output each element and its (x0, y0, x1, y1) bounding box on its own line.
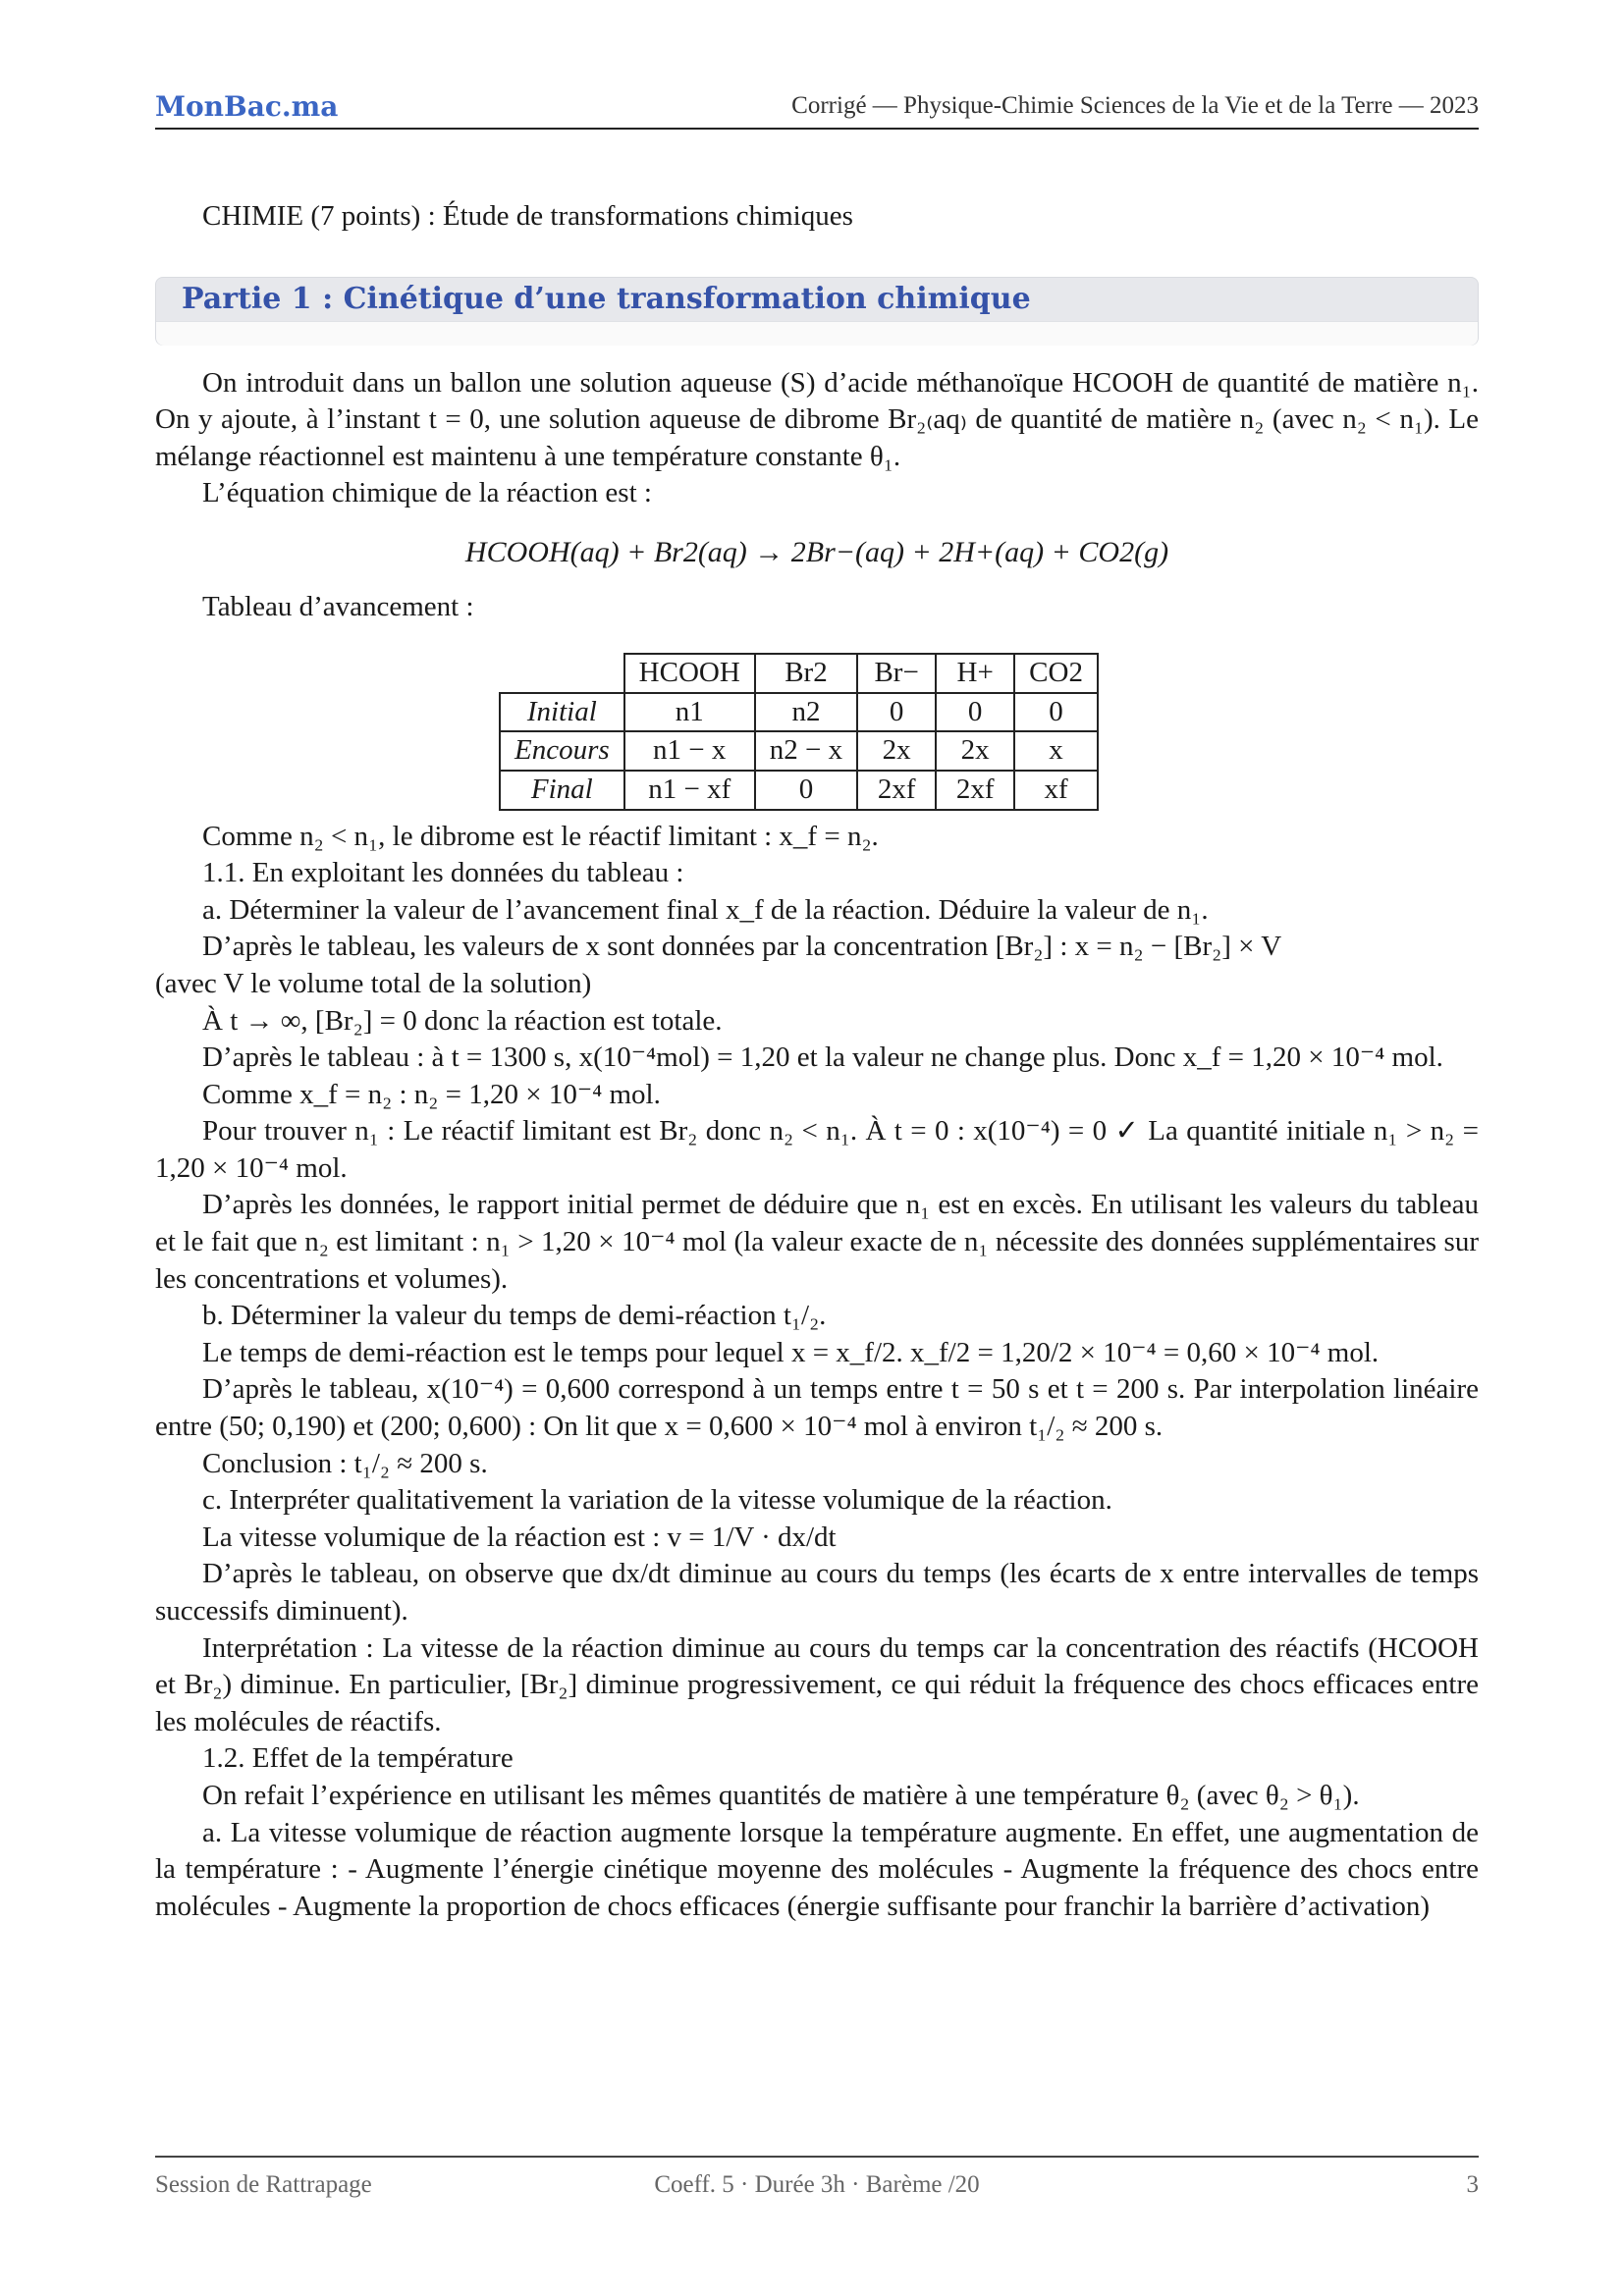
answer-d-line-2: a. La vitesse volumique de réaction augmente lorsque la température augmente. En effet, une augmentation de la température : - Augmente l’énergie cinétique moyenne des molécules - Augmente la fréquence des chocs entre molécules - Augmente la proportion de chocs efficaces (énergie suffisante pour franchir la barrière d’activation) (155, 1816, 1479, 1922)
table-row (500, 731, 1098, 771)
advancement-table (499, 653, 1099, 810)
table-header: Br2 (755, 654, 857, 693)
chemical-equation: HCOOH(aq) + Br2(aq) → 2Br−(aq) + 2H+(aq) + CO2(g) (464, 535, 1169, 568)
table-row (500, 693, 1098, 732)
table-cell: n2 (755, 693, 857, 732)
answer-c-line-3: Interprétation : La vitesse de la réaction diminue au cours du temps car la concentration des réactifs (HCOOH et Br₂) diminue. En particulier, [Br₂] diminue progressivement, ce qui réduit la fréquence des chocs efficaces entre les molécules de réactifs. (155, 1631, 1479, 1737)
part-title-underband (156, 321, 1478, 346)
table-cell: 0 (936, 693, 1014, 732)
answer-a-line-5: Pour trouver n₁ : Le réactif limitant est Br₂ donc n₂ < n₁. À t = 0 : x(10⁻⁴) = 0 ✓ La quantité initiale n₁ > n₂ = 1,20 × 10⁻⁴ mol. (155, 1115, 1479, 1184)
answer-a-line-6: D’après les données, le rapport initial permet de déduire que n₁ est en excès. En utilisant les valeurs du tableau et le fait que n₂ est limitant : n₁ > 1,20 × 10⁻⁴ mol (la valeur exacte de n₁ nécessite des données supplémentaires sur les concentrations et volumes). (155, 1189, 1479, 1295)
answer-c-line-1: La vitesse volumique de la réaction est : v = 1/V · dx/dt (202, 1521, 837, 1553)
page-header (155, 90, 1479, 130)
row-label: Final (500, 771, 624, 810)
page-number: 3 (1466, 2171, 1479, 2198)
table-header: HCOOH (624, 654, 755, 693)
answer-a-line-4: Comme x_f = n₂ : n₂ = 1,20 × 10⁻⁴ mol. (202, 1078, 661, 1110)
table-cell: n1 − xf (624, 771, 755, 810)
answer-d-line-1: On refait l’expérience en utilisant les mêmes quantités de matière à une température θ₂ (avec θ₂ > θ₁). (202, 1779, 1360, 1811)
page-footer (155, 2156, 1479, 2197)
row-label: Encours (500, 731, 624, 771)
footer-info: Coeff. 5 · Durée 3h · Barème /20 (654, 2171, 980, 2198)
answer-b-conclusion: Conclusion : t₁/₂ ≈ 200 s. (202, 1447, 488, 1479)
page-content (155, 192, 1479, 1925)
table-cell: 2x (857, 731, 936, 771)
part-title-box (155, 277, 1479, 346)
answer-a-line-2: À t → ∞, [Br₂] = 0 donc la réaction est totale. (202, 1004, 723, 1037)
question-1-1-c: c. Interpréter qualitativement la variation de la vitesse volumique de la réaction. (202, 1484, 1112, 1517)
table-caption: Tableau d’avancement : (202, 590, 474, 622)
question-1-2: 1.2. Effet de la température (202, 1742, 514, 1775)
table-cell: n1 − x (624, 731, 755, 771)
part-title: Partie 1 : Cinétique d’une transformation chimique (182, 281, 1031, 316)
paragraph-intro: On introduit dans un ballon une solution aqueuse (S) d’acide méthanoïque HCOOH de quantité de matière n₁. On y ajoute, à l’instant t = 0, une solution aqueuse de dibrome Br₂₍aq₎ de quantité de matière n₂ (avec n₂ < n₁). Le mélange réactionnel est maintenu à une température constante θ₁. (155, 366, 1479, 472)
table-cell: n1 (624, 693, 755, 732)
table-header-row (500, 654, 1098, 693)
question-1-1: 1.1. En exploitant les données du tableau : (202, 857, 684, 889)
table-cell: 0 (1014, 693, 1098, 732)
answer-b-line-2: D’après le tableau, x(10⁻⁴) = 0,600 correspond à un temps entre t = 50 s et t = 200 s. Par interpolation linéaire entre (50; 0,190) et (200; 0,600) : On lit que x = 0,600 × 10⁻⁴ mol à environ t₁/₂ ≈ 200 s. (155, 1373, 1479, 1443)
row-label: Initial (500, 693, 624, 732)
table-cell: 2xf (857, 771, 936, 810)
table-cell: 2x (936, 731, 1014, 771)
table-row (500, 771, 1098, 810)
table-cell: n2 − x (755, 731, 857, 771)
table-header: CO2 (1014, 654, 1098, 693)
table-header: H+ (936, 654, 1014, 693)
document-title: Corrigé — Physique-Chimie Sciences de la Vie et de la Terre — 2023 (791, 92, 1479, 119)
site-brand[interactable]: MonBac.ma (155, 90, 339, 123)
answer-a-line-3: D’après le tableau : à t = 1300 s, x(10⁻⁴mol) = 1,20 et la valeur ne change plus. Donc x_f = 1,20 × 10⁻⁴ mol. (202, 1041, 1443, 1074)
table-header: Br− (857, 654, 936, 693)
answer-a-line-1: D’après le tableau, les valeurs de x sont données par la concentration [Br₂] : x = n₂ − [Br₂] × V (202, 931, 1282, 963)
table-cell: x (1014, 731, 1098, 771)
table-cell: 0 (755, 771, 857, 810)
answer-a-line-1b: (avec V le volume total de la solution) (155, 967, 592, 999)
table-cell: 2xf (936, 771, 1014, 810)
table-cell: 0 (857, 693, 936, 732)
table-corner (500, 654, 624, 693)
answer-b-line-1: Le temps de demi-réaction est le temps pour lequel x = x_f/2. x_f/2 = 1,20/2 × 10⁻⁴ = 0,60 × 10⁻⁴ mol. (202, 1336, 1380, 1368)
question-1-1-a: a. Déterminer la valeur de l’avancement final x_f de la réaction. Déduire la valeur de n₁. (202, 893, 1209, 926)
limiting-reagent-note: Comme n₂ < n₁, le dibrome est le réactif limitant : x_f = n₂. (202, 820, 879, 852)
footer-session: Session de Rattrapage (155, 2171, 372, 2198)
table-cell: xf (1014, 771, 1098, 810)
paragraph-equation-lead: L’équation chimique de la réaction est : (202, 477, 652, 509)
question-1-1-b: b. Déterminer la valeur du temps de demi-réaction t₁/₂. (202, 1300, 827, 1332)
section-intro: CHIMIE (7 points) : Étude de transformations chimiques (202, 200, 853, 232)
answer-c-line-2: D’après le tableau, on observe que dx/dt diminue au cours du temps (les écarts de x entre intervalles de temps successifs diminuent). (155, 1558, 1479, 1627)
